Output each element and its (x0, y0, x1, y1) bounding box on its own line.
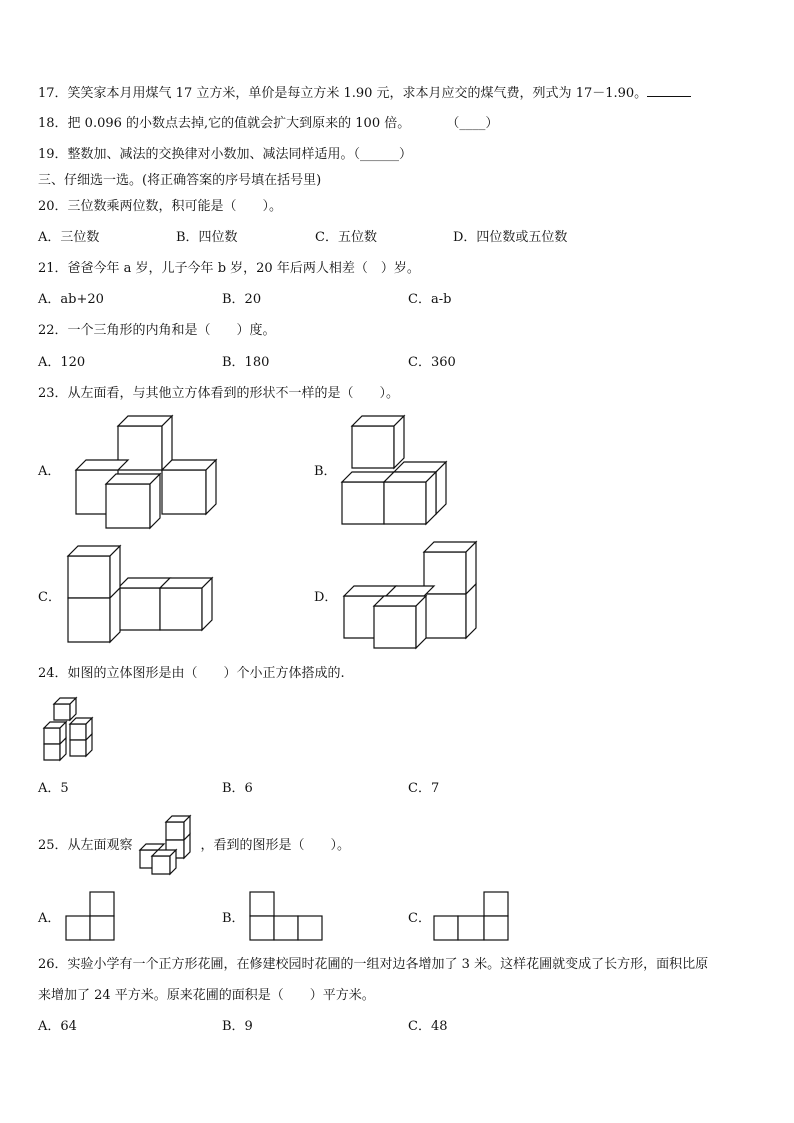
cube-figure-c (64, 542, 220, 648)
view-figure-b (248, 890, 326, 944)
option-b[interactable]: B．四位数 (176, 230, 238, 245)
option-c[interactable]: C．a-b (408, 292, 452, 307)
option-b[interactable]: B． (222, 911, 245, 926)
small-cube-figure (40, 694, 96, 766)
q25-cube-figure (136, 814, 200, 878)
question-22-text: 22．一个三角形的内角和是（ ）度。 (38, 323, 276, 338)
question-18 (38, 116, 498, 132)
question-19-text: 19．整数加、减法的交换律对小数加、减法同样适用。（______） (38, 147, 413, 162)
question-21-text: 21．爸爸今年 a 岁，儿子今年 b 岁，20 年后两人相差（ ）岁。 (38, 261, 420, 276)
question-18-text: 18．把 0.096 的小数点去掉,它的值就会扩大到原来的 100 倍。 (38, 116, 411, 131)
cube-figure-d (340, 540, 484, 652)
view-figure-c (432, 890, 512, 944)
option-b[interactable]: B．6 (222, 781, 253, 796)
cube-figure-b (338, 412, 448, 530)
option-c[interactable]: C．360 (408, 355, 456, 370)
option-c[interactable]: C．五位数 (315, 230, 377, 245)
question-24-text: 24．如图的立体图形是由（ ）个小正方体搭成的. (38, 666, 345, 681)
question-26-text-1: 26．实验小学有一个正方形花圃，在修建校园时花圃的一组对边各增加了 3 米。这样花圃就变成了长方形，面积比原 (38, 957, 709, 972)
option-b[interactable]: B．180 (222, 355, 270, 370)
question-19 (38, 147, 412, 163)
cube-figure-a (72, 412, 222, 532)
option-a[interactable]: A．ab+20 (38, 292, 104, 307)
section-heading-text: 三、仔细选一选。(将正确答案的序号填在括号里) (38, 173, 322, 188)
option-d[interactable]: D． (314, 590, 338, 605)
answer-paren[interactable]: （____） (446, 116, 499, 131)
option-b[interactable]: B．20 (222, 292, 262, 307)
option-c[interactable]: C．7 (408, 781, 440, 796)
question-26-line-1 (38, 957, 708, 973)
option-c[interactable]: C．48 (408, 1019, 448, 1034)
question-22 (38, 323, 276, 339)
option-a[interactable]: A．64 (38, 1019, 77, 1034)
question-20-text: 20．三位数乘两位数，积可能是（ ）。 (38, 199, 283, 214)
question-23-text: 23．从左面看，与其他立方体看到的形状不一样的是（ ）。 (38, 386, 400, 401)
option-d[interactable]: D．四位数或五位数 (453, 230, 568, 245)
question-25-text-before: 25．从左面观察 (38, 838, 133, 853)
view-figure-a (64, 890, 118, 944)
question-21 (38, 261, 420, 277)
option-a[interactable]: A．120 (38, 355, 86, 370)
question-26-line-2 (38, 988, 375, 1004)
option-b[interactable]: B． (314, 464, 337, 479)
question-25-text-after: ，看到的图形是（ ）。 (200, 838, 351, 853)
question-24 (38, 666, 345, 682)
option-a[interactable]: A．5 (38, 781, 69, 796)
option-a[interactable]: A．三位数 (38, 230, 100, 245)
question-20 (38, 199, 282, 215)
option-a[interactable]: A． (38, 911, 61, 926)
question-23 (38, 386, 399, 402)
option-b[interactable]: B．9 (222, 1019, 253, 1034)
question-26-text-2: 来增加了 24 平方米。原来花圃的面积是（ ）平方米。 (38, 988, 375, 1003)
option-c[interactable]: C． (38, 590, 61, 605)
option-a[interactable]: A． (38, 464, 61, 479)
option-c[interactable]: C． (408, 911, 431, 926)
answer-blank[interactable] (647, 84, 691, 97)
section-heading (38, 173, 321, 189)
question-17-text: 17．笑笑家本月用煤气 17 立方米，单价是每立方米 1.90 元，求本月应交的煤气费，列式为 17－1.90。 (38, 86, 648, 101)
question-17 (38, 84, 691, 102)
